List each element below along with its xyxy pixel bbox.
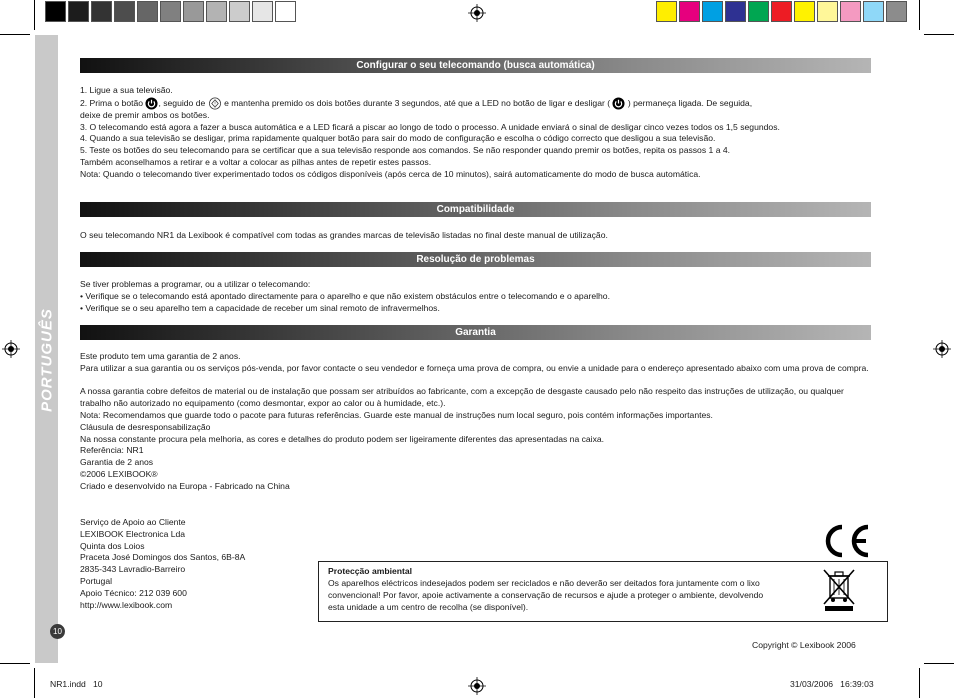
registration-mark-icon (933, 340, 951, 358)
warranty-p4: Nota: Recomendamos que guarde todo o pacote para futuras referências. Guarde este manual de instruções num local seguro, pois contém informações importantes. (80, 409, 713, 420)
footer-datetime: 31/03/2006 16:39:03 (790, 679, 874, 689)
trouble-line-2: • Verifique se o telecomando está apontado directamente para o aparelho e que não existem obstáculos entre o telecomando e o aparelho. (80, 290, 610, 301)
environment-notice-box (318, 561, 888, 622)
service-line: Apoio Técnico: 212 039 600 (80, 587, 187, 598)
step2-text-c: e mantenha premido os dois botões durante 3 segundos, até que a LED no botão de ligar e desligar ( (224, 97, 611, 108)
trouble-line-3: • Verifique se o seu aparelho tem a capacidade de receber um sinal remoto de infravermelhos. (80, 302, 440, 313)
copyright: Copyright © Lexibook 2006 (752, 640, 856, 650)
color-swatch (702, 1, 723, 22)
color-swatch (137, 1, 158, 22)
service-line: Serviço de Apoio ao Cliente (80, 517, 186, 527)
registration-mark-icon (468, 677, 486, 695)
section-header-trouble: Resolução de problemas (80, 252, 871, 267)
service-line: LEXIBOOK Electronica Lda (80, 528, 186, 539)
crop-mark (34, 0, 35, 30)
warranty-p7: Referência: NR1 (80, 445, 144, 456)
config-step-6: Também aconselhamos a retirar e a voltar a colocar as pilhas antes de repetir estes passos. (80, 156, 432, 167)
warranty-p1: Este produto tem uma garantia de 2 anos. (80, 351, 241, 361)
color-swatch (886, 1, 907, 22)
section-header-compat: Compatibilidade (80, 202, 871, 217)
footer-file: NR1.indd 10 (50, 679, 103, 689)
warranty-p9: ©2006 LEXIBOOK® (80, 468, 158, 479)
color-swatch (656, 1, 677, 22)
power-button-icon (612, 97, 625, 110)
svg-text:!: ! (213, 101, 216, 108)
color-swatch (679, 1, 700, 22)
ce-mark-icon (822, 522, 872, 560)
crop-mark (919, 668, 920, 698)
config-step-4: 4. Quando a sua televisão se desligar, prima rapidamente qualquer botão para sair do modo de configuração e escolha o código correcto que desligou a sua televisão. (80, 133, 716, 144)
warranty-section-body (80, 351, 872, 493)
color-swatch (68, 1, 89, 22)
color-swatch (160, 1, 181, 22)
config-section-body (80, 85, 872, 181)
color-swatch (275, 1, 296, 22)
compat-section-body (80, 230, 872, 242)
service-line: Quinta dos Loios (80, 540, 145, 551)
color-swatch (183, 1, 204, 22)
page-number: 10 (50, 624, 65, 639)
crop-mark (34, 668, 35, 698)
crop-mark (924, 663, 954, 664)
color-swatch (725, 1, 746, 22)
environment-text: Os aparelhos eléctricos indesejados podem ser reciclados e não deverão ser deitados fora juntamente com o lixo convencional! Por favor, apoie activamente a conservação de recursos e ajude a proteger o ambiente, devolvendo esta unidade a um centro de recolha (se disponível). (328, 578, 764, 612)
color-swatch (206, 1, 227, 22)
color-swatch (91, 1, 112, 22)
step2-text-e: deixe de premir ambos os botões. (80, 109, 210, 120)
color-swatch (45, 1, 66, 22)
config-step-1: 1. Ligue a sua televisão. (80, 85, 173, 95)
service-line: 2835-343 Lavradio-Barreiro (80, 564, 186, 575)
color-swatch (252, 1, 273, 22)
registration-mark-icon (2, 340, 20, 358)
crop-mark (0, 663, 30, 664)
step2-text-a: 2. Prima o botão (80, 97, 144, 108)
service-line: Portugal (80, 575, 113, 586)
environment-title: Protecção ambiental (328, 566, 413, 576)
step2-text-b: , seguido de (158, 97, 206, 108)
color-swatch (771, 1, 792, 22)
color-swatch (229, 1, 250, 22)
step2-text-d: ) permaneça ligada. De seguida, (627, 97, 753, 108)
section-header-config: Configurar o seu telecomando (busca automática) (80, 58, 871, 73)
warranty-p8: Garantia de 2 anos (80, 457, 154, 468)
ce-mark-logo (822, 522, 872, 560)
registration-mark-icon (468, 4, 486, 22)
service-website: http://www.lexibook.com (80, 599, 173, 610)
warranty-p2: Para utilizar a sua garantia ou os serviços pós-venda, por favor contacte o seu vendedor e forneça uma prova de compra, ou envie a unidade para o endereço apresentado abaixo com uma prova de compra. (80, 362, 869, 373)
warranty-p6: Na nossa constante procura pela melhoria, as cores e detalhes do produto podem ser ligeiramente diferentes das apresentadas na caixa. (80, 433, 605, 444)
warranty-p5: Cláusula de desresponsabilização (80, 421, 211, 432)
language-label (35, 300, 58, 420)
crop-mark (0, 34, 30, 35)
power-button-icon (145, 97, 158, 110)
config-step-5: 5. Teste os botões do seu telecomando para se certificar que a sua televisão responde aos comandos. Se não responder quando premir os botões, repita os passos 1 a 4. (80, 145, 731, 156)
crossed-bin-icon (821, 568, 857, 612)
trouble-section-body (80, 279, 872, 314)
config-note: Nota: Quando o telecomando tiver experimentado todos os códigos disponíveis (após cerca de 10 minutos), sairá automaticamente do modo de busca automática. (80, 168, 701, 179)
config-step-2 (80, 97, 872, 122)
section-header-warranty: Garantia (80, 325, 871, 340)
crop-mark (924, 34, 954, 35)
language-text: PORTUGUÊS (38, 308, 55, 412)
setup-button-icon (208, 97, 222, 110)
config-step-3: 3. O telecomando está agora a fazer a busca automática e a LED ficará a piscar ao longo de todo o processo. A unidade enviará o sinal de desligar cinco vezes todos os 1,5 segundos. (80, 121, 780, 132)
crop-mark (919, 0, 920, 30)
warranty-p3: A nossa garantia cobre defeitos de material ou de instalação que possam ser atribuídos ao fabricante, com a excepção de desgaste causado pelo não respeito das instruções de utilização, ou qualquer trabalho não autorizado no equipamento (como desmontar, expor ao calor ou à humidade, etc.). (80, 386, 844, 409)
color-swatch (863, 1, 884, 22)
trouble-line-1: Se tiver problemas a programar, ou a utilizar o telecomando: (80, 279, 311, 289)
color-swatch (840, 1, 861, 22)
color-swatch (114, 1, 135, 22)
service-line: Praceta José Domingos dos Santos, 6B-8A (80, 552, 246, 563)
color-swatch (817, 1, 838, 22)
compat-text: O seu telecomando NR1 da Lexibook é compatível com todas as grandes marcas de televisão listadas no final deste manual de utilização. (80, 230, 608, 240)
service-address (80, 517, 340, 611)
color-swatch (794, 1, 815, 22)
warranty-p10: Criado e desenvolvido na Europa - Fabricado na China (80, 480, 290, 491)
color-swatch (748, 1, 769, 22)
